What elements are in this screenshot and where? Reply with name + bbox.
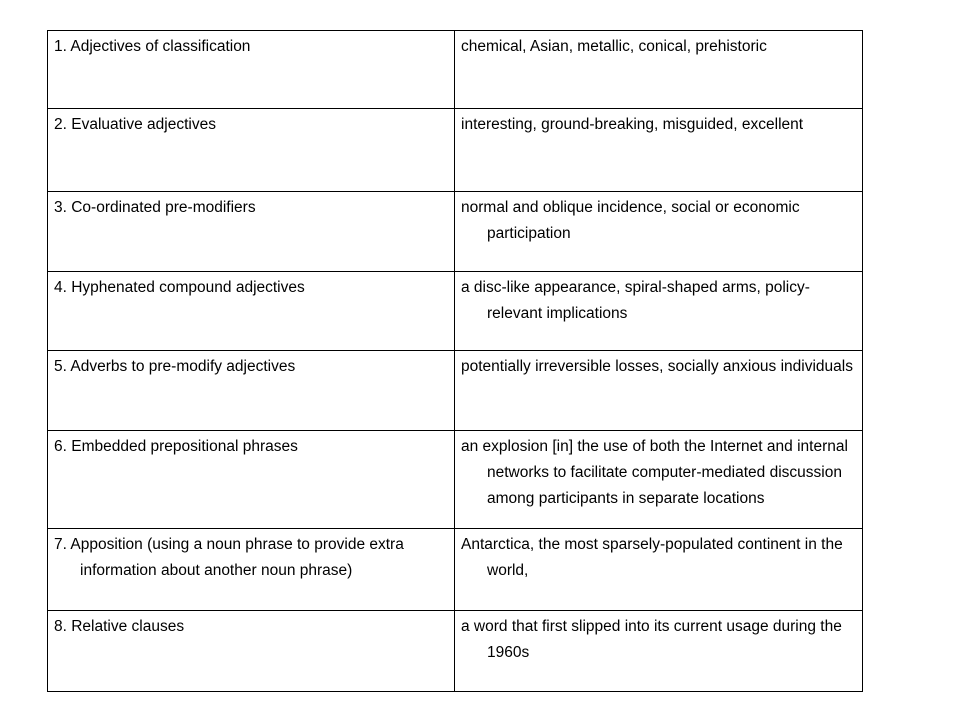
noun-phrase-features-table bbox=[47, 30, 863, 692]
table-row bbox=[48, 431, 863, 529]
feature-cell bbox=[48, 529, 455, 611]
example-text: an explosion [in] the use of both the Internet and internal networks to facilitate computer-mediated discussion among participants in separate locations bbox=[461, 438, 848, 507]
example-cell bbox=[455, 351, 863, 431]
table-row bbox=[48, 272, 863, 351]
feature-text: 1. Adjectives of classification bbox=[54, 38, 251, 55]
feature-cell bbox=[48, 351, 455, 431]
feature-text: 3. Co-ordinated pre-modifiers bbox=[54, 199, 256, 216]
example-cell bbox=[455, 272, 863, 351]
table-row bbox=[48, 611, 863, 692]
feature-cell bbox=[48, 109, 455, 192]
feature-text: 7. Apposition (using a noun phrase to provide extra information about another noun phrase) bbox=[54, 536, 404, 579]
table-row bbox=[48, 351, 863, 431]
feature-text: 2. Evaluative adjectives bbox=[54, 116, 216, 133]
example-text: chemical, Asian, metallic, conical, prehistoric bbox=[461, 38, 767, 55]
example-cell bbox=[455, 529, 863, 611]
example-cell bbox=[455, 31, 863, 109]
feature-cell bbox=[48, 272, 455, 351]
example-text: interesting, ground-breaking, misguided, excellent bbox=[461, 116, 804, 133]
example-text: Antarctica, the most sparsely-populated continent in the world, bbox=[461, 536, 843, 579]
table-row bbox=[48, 109, 863, 192]
feature-text: 4. Hyphenated compound adjectives bbox=[54, 279, 305, 296]
noun-phrase-features-table-container bbox=[47, 30, 862, 692]
feature-cell bbox=[48, 611, 455, 692]
example-text: a disc-like appearance, spiral-shaped arms, policy-relevant implications bbox=[461, 279, 810, 322]
feature-text: 6. Embedded prepositional phrases bbox=[54, 438, 298, 455]
example-text: normal and oblique incidence, social or economic participation bbox=[461, 199, 800, 242]
example-cell bbox=[455, 109, 863, 192]
example-cell bbox=[455, 192, 863, 272]
example-text: potentially irreversible losses, socially anxious individuals bbox=[461, 358, 853, 375]
table-row bbox=[48, 31, 863, 109]
feature-text: 5. Adverbs to pre-modify adjectives bbox=[54, 358, 296, 375]
feature-text: 8. Relative clauses bbox=[54, 618, 185, 635]
example-text: a word that first slipped into its current usage during the 1960s bbox=[461, 618, 842, 661]
example-cell bbox=[455, 431, 863, 529]
table-row bbox=[48, 192, 863, 272]
feature-cell bbox=[48, 431, 455, 529]
table-row bbox=[48, 529, 863, 611]
feature-cell bbox=[48, 192, 455, 272]
example-cell bbox=[455, 611, 863, 692]
feature-cell bbox=[48, 31, 455, 109]
